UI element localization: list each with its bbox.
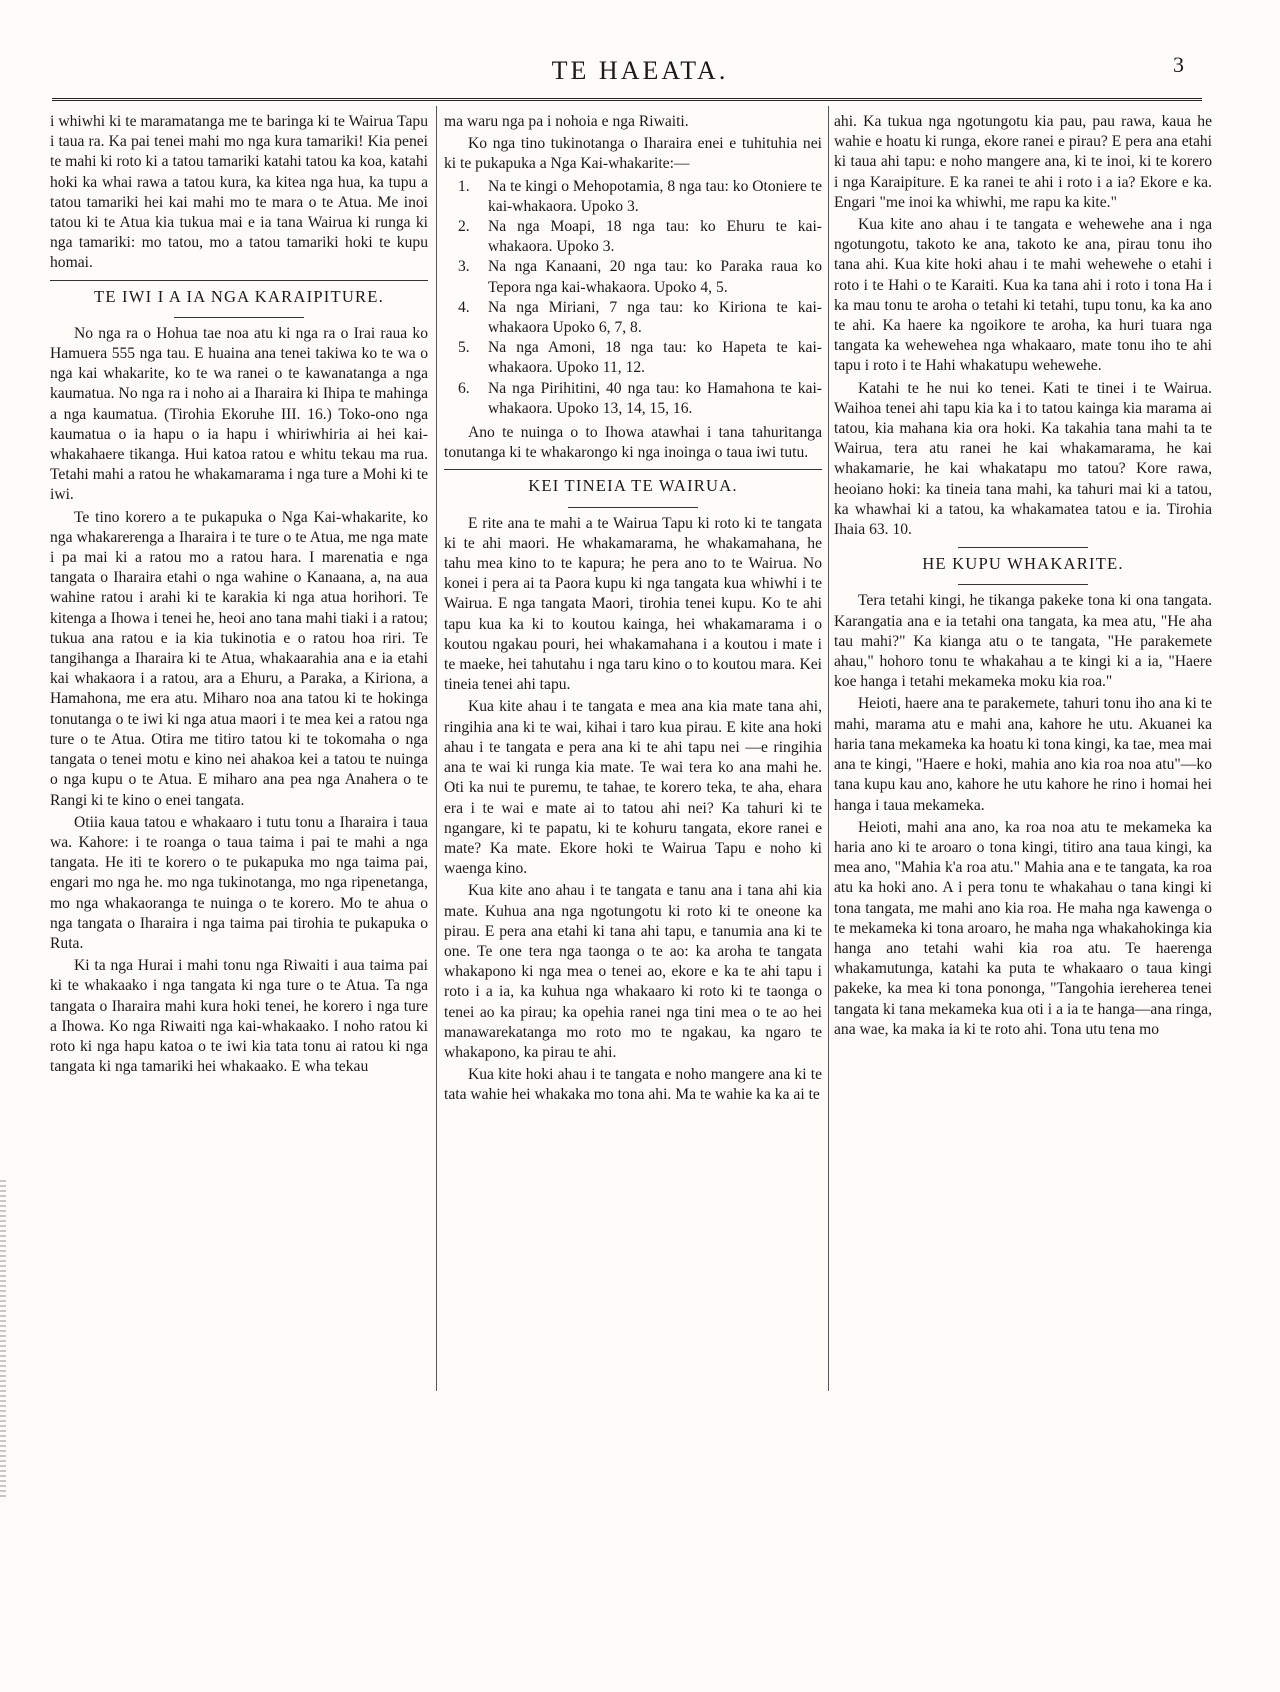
article-paragraph: Heioti, mahi ana ano, ka roa noa atu te mekameka ka haria ano ki te aroaro o tona kingi, titiro ana taua kingi, ka mea ano, "Mahia k'a roa atu." Mahia ana e te tangata, ka roa atu ka hoki ano. A i pera tonu te whakahau o tana kingi ki tona tangata, me mahi ano kia roa. He maha nga kawenga o te mekameka ki tona aroaro, he maha nga whakahokinga kia hanga ano tetahi wahi kia roa atu. Te haerenga whakamutunga, katahi ka puta te whakaaro o taua kingi pakeke, ka mea ki tona pononga, "Tangohia iereherea tenei tangata ki tana mekameka kua oti i a ia te hanga—ana ringa, ana wae, ka maka ia ki te roto ahi. Tona utu tena mo: [834, 818, 1212, 1038]
article-heading: HE KUPU WHAKARITE.: [922, 554, 1124, 574]
article-paragraph: Kua kite ano ahau i te tangata e wehewehe ana i nga ngotungotu, takoto ke ana, takoto ke ana, pirau tonu iho tana ahi. Kua kite hoki ahau i te mahi wehewehe o etahi i roto i te Hahi o te Karaiti. Kua ka tana ahi i roto i tona Ha i ka mau tonu te aroha o tetahi ki tetahi, tupu tonu, ka ka ano te ahi. Ka haere ka ngoikore te aroha, ka huri tuara nga tangata ka wehewehea nga whakaaro, mate tonu iho te ahi tapu i roto i te Hahi whakatupu wehewehe.: [834, 216, 1212, 375]
column-1: [50, 112, 428, 1692]
article-paragraph: Kua kite hoki ahau i te tangata e noho mangere ana ki te tata wahie hei whakaka mo tona ahi. Ma te wahie ka ka ai te: [444, 1066, 822, 1104]
list-item-text: Na nga Kanaani, 20 nga tau: ko Paraka raua ko Tepora nga kai-whakaora. Upoko 4, 5.: [488, 258, 822, 296]
list-number: 2.: [458, 218, 470, 236]
article-continuation: i whiwhi ki te maramatanga me te baringa ki te Wairua Tapu i taua ra. Ka pai tenei mahi mo nga kura tamariki! Kia penei te mahi ki roto ki a tatou tamariki katahi tatou ka koa, katahi hoki ka whai rawa a tatou kura, ka kitea nga hua, ka tupu a tatou tamariki hei kai mahi mo te mara o te Atua. Me inoi tatou ki te Atua kia tukua mai e ia tana Wairua ki runga ki nga tamariki: mo tatou, mo a tatou tamariki hoki te kupu homai.: [50, 113, 428, 272]
list-item-text: Na te kingi o Mehopotamia, 8 nga tau: ko Otoniere te kai-whakaora. Upoko 3.: [488, 177, 822, 215]
article-heading: TE IWI I A IA NGA KARAIPITURE.: [94, 286, 384, 306]
list-item: [444, 298, 822, 338]
article-continuation: ahi. Ka tukua nga ngotungotu kia pau, pau rawa, kaua he wahie e hoatu ki runga, ekore ranei e pirau? E pera ana etahi ki taua ahi tapu: e noho mangere ana, ki te inoi, ki te korero i nga Karaipiture. E ka ranei te ahi i roto i a ia? Ekore e ka. Engari "me inoi ka whiwhi, me rapu ka kite.": [834, 113, 1212, 211]
article-separator: [50, 280, 428, 281]
article-paragraph: Otiia kaua tatou e whakaaro i tutu tonu a Iharaira i taua wa. Kahore: i te roanga o taua taima i pai te mahi a nga tangata. He iti te korero o te pukapuka mo nga taima pai, engari mo nga he. mo nga tukinotanga, mo nga ripenetanga, mo nga whakaoranga te nuinga o te korero. Mo te ahua o nga tangata o Iharaira i nga taima pai tirohia te pukapuka o Ruta.: [50, 813, 428, 952]
oppression-list: [444, 177, 822, 419]
newspaper-title: TE HAEATA.: [551, 56, 729, 85]
article-paragraph: Heioti, haere ana te parakemete, tahuri tonu iho ana ki te mahi, marama atu e mahi ana, kahore he utu. Akuanei ka haria tana mekameka ka hoatu ki tona kingi, ka tae, mea mai ana te kingi, "Haere e hoki, mahia ano kia roa noa atu"—ko tana kupu kau ano, kahore he utu kahore he rino i homai hei hanga i taua mekameka.: [834, 695, 1212, 814]
heading-rule: [174, 317, 304, 318]
article-paragraph: Tera tetahi kingi, he tikanga pakeke tona ki ona tangata. Karangatia ana e ia tetahi ona tangata, ka mea atu, "He aha tau mahi?" Ka kianga atu o te tangata, "He parakemete ahau," hohoro tonu te whakahau a te kingi ki a ia, "Haere koe hanga i tetahi mekameka moku kia roa.": [834, 592, 1212, 691]
scan-edge-artifact: [0, 1180, 6, 1500]
heading-rule: [568, 507, 698, 508]
column-2: [444, 112, 822, 1692]
article-paragraph: E rite ana te mahi a te Wairua Tapu ki roto ki te tangata ki te ahi maori. He whakamarama, he whakamahana, he tahu mea kino to te kapura; he pera ano to te Wairua. No konei i pera ai ta Paora kupu ki nga tangata kua whiwhi i te Wairua. E nga tangata Maori, tirohia tenei kupu. Ko te ahi tapu kua ka ki to koutou kainga, hei whakamarama i o koutou ngakau pouri, hei whakamahana i a koutou i mate i te maeke, hei tahutahu i nga taru kino o to koutou mara. Kei tineia tenei ahi tapu.: [444, 514, 822, 694]
list-item: [444, 177, 822, 217]
list-number: 1.: [458, 177, 470, 195]
list-item-text: Na nga Miriani, 7 nga tau: ko Kiriona te kai-whakaora Upoko 6, 7, 8.: [488, 298, 822, 337]
article-separator: [958, 547, 1088, 548]
article-paragraph: Kua kite ahau i te tangata e mea ana kia mate tana ahi, ringihia ana ki te wai, kihai i taro kua pirau. E kite ana hoki ahau i te tangata e pera ana ki te ahi tapu nei —e ringihia ana te wai ki runga kia mate. Te wai tera ko ana mahi he. Oti ka nui te puremu, te tahae, te korero teka, te aha, ehara era i te wai e mate ai to tatou ahi nei? Ka tahuri ki te ngangare, ki te papatu, ki te kohuru tangata, ekore ranei e mate? Ka mate. Ekore hoki te Wairua Tapu e noho ki waenga kino.: [444, 698, 822, 878]
article-separator: [444, 469, 822, 470]
article-paragraph: Kua kite ano ahau i te tangata e tanu ana i tana ahi kia mate. Kuhua ana nga ngotungotu ki roto ki te oneone ka pirau. E pera ana etahi ki tana ahi tapu, e tanumia ana ki te one. Te one tera nga taonga o te ao: ka aroha te tangata whakapono ki nga mea o tenei ao, ekore e ka te ahi tapu i roto i a ia, ka kuhua nga whakaaro ki roto ki te taonga o tenei ao ka pirau; ka opehia ranei nga tini mea o te ao hei manawarekatanga mo roto mo te ngakau, ka ngaro te whakapono, ka pirau te ahi.: [444, 882, 822, 1061]
list-number: 3.: [458, 258, 470, 276]
article-paragraph: Katahi te he nui ko tenei. Kati te tinei i te Wairua. Waihoa tenei ahi tapu kia ka i to tatou kainga kia marama ai tatou, kia mahana kia ora hoki. Ka takahia tana mahi ta te Wairua, tera atu ranei he kai whakamarama, he kai whakamarie, he kai whakatapu mo tatou? Kore rawa, heoiano hoki: ka tineia tana mahi, ka tahuri mai ki a tatou, ka whawhai ki a tatou, ka whakamatea tatou e ia. Tirohia Ihaia 63. 10.: [834, 379, 1212, 539]
article-paragraph: No nga ra o Hohua tae noa atu ki nga ra o Irai raua ko Hamuera 555 nga tau. E huaina ana tenei takiwa ko te wa o nga kai whakarite, ko te wa ranei o te kawanatanga a nga kaumatua. No nga ra i noho ai a Iharaira ki Ihipa te mahinga a nga kaumatua. (Tirohia Ekoruhe III. 16.) Toko-ono nga kaumatua o ia hapu o ia hapu i whiriwhiria ai hei kai-whakahaere tikanga. Hui katoa ratou e whitu tekau ma rua. Tetahi mahi a ratou he whakamarama i nga ture a Mohi ki te iwi.: [50, 324, 428, 504]
list-item: [444, 379, 822, 419]
article-paragraph: Te tino korero a te pukapuka o Nga Kai-whakarite, ko nga whakarerenga a Iharaira i te ture o te Atua, me nga mate i pa mai ki a ratou mo a ratou hara. I marenatia e nga tangata o Iharaira etahi o nga wahine o Kanaana, a, na aua wahine ratou i arahi ki te karakia ki nga atua horihori. Te kitenga a Ihowa i tenei he, heoi ano tana mahi tiaki i a ratou; tukua ana ratou e ia kia tukinotia e o ratou hoa riri. Te tangihanga a Iharaira ki te Atua, whakaarahia ana e ia etahi kai whakaora i a ratou, ara a Ehuru, a Paraka, a Kiriona, a Hamahona, me era atu. Miharo noa ana tatou ki te hokinga tonutanga o te iwi ki nga atua maori i te mea kei a ratou nga ture o te Atua. Otira me titiro tatou ki te tokomaha o nga tangata o tenei motu e kino nei ahakoa kei a tatou te nuinga o nga kupu o te Atua. E miharo ana pea nga Anahera o te Rangi ki te kino o enei tangata.: [50, 508, 428, 809]
page-number: 3: [1173, 52, 1184, 77]
list-intro: Ko nga tino tukinotanga o Iharaira enei e tuhituhia nei ki te pukapuka a Nga Kai-whakarite:—: [444, 135, 822, 173]
list-item-text: Na nga Pirihitini, 40 nga tau: ko Hamahona te kai-whakaora. Upoko 13, 14, 15, 16.: [488, 379, 822, 417]
list-item-text: Na nga Amoni, 18 nga tau: ko Hapeta te kai-whakaora. Upoko 11, 12.: [488, 339, 822, 377]
article-continuation: ma waru nga pa i nohoia e nga Riwaiti.: [444, 113, 689, 130]
article-paragraph: Ki ta nga Hurai i mahi tonu nga Riwaiti i aua taima pai ki te whakaako i nga tangata ki nga ture o te Atua. Ta nga tangata o Iharaira mahi kura hoki tenei, he korero i nga ture a Ihowa. Ko nga Riwaiti nga kai-whakaako. I noho ratou ki roto ki nga hapu katoa o te iwi kia tata tonu ai ratou ki nga tangata ki nga tamariki hei whakaako. E wha tekau: [50, 957, 428, 1076]
masthead: [0, 52, 1280, 92]
list-number: 4.: [458, 298, 470, 316]
list-item-text: Na nga Moapi, 18 nga tau: ko Ehuru te kai-whakaora. Upoko 3.: [488, 218, 822, 256]
list-number: 5.: [458, 339, 470, 357]
column-3: [834, 112, 1212, 1692]
list-item: [444, 217, 822, 257]
heading-rule: [958, 584, 1088, 585]
list-item: [444, 338, 822, 378]
column-divider: [828, 106, 829, 1391]
header-rule: [52, 98, 1202, 101]
article-paragraph: Ano te nuinga o to Ihowa atawhai i tana tahuritanga tonutanga ki te whakarongo ki nga inoinga o taua iwi tutu.: [444, 424, 822, 462]
list-number: 6.: [458, 379, 470, 397]
list-item: [444, 257, 822, 297]
column-divider: [436, 106, 437, 1391]
article-heading: KEI TINEIA TE WAIRUA.: [528, 476, 738, 496]
